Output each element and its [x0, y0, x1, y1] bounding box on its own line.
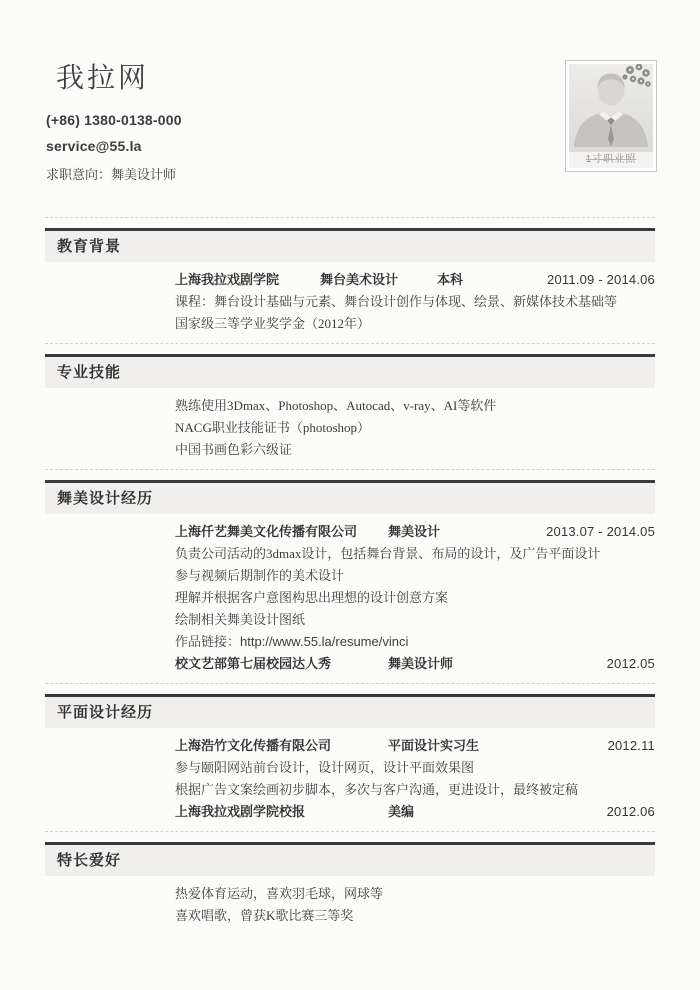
- detail-line: 参与颐阳网站前台设计，设计网页，设计平面效果图: [175, 760, 475, 775]
- section-stage-design-experience: [45, 469, 655, 683]
- detail-line: 根据广告文案绘画初步脚本，多次与客户沟通，更进设计，最终被定稿: [175, 782, 579, 797]
- section-skills: [45, 343, 655, 469]
- resume-header: [0, 0, 700, 183]
- section-divider: [45, 683, 655, 684]
- section-title: 特长爱好: [57, 853, 122, 869]
- detail-line: 绘制相关舞美设计图纸: [175, 612, 306, 627]
- degree: 本科: [437, 272, 464, 287]
- detail-line: 热爱体育运动，喜欢羽毛球，网球等: [175, 886, 384, 901]
- education-entry: [175, 269, 655, 291]
- section-title: 平面设计经历: [57, 705, 154, 721]
- company-name: 上海浩竹文化传播有限公司: [175, 738, 332, 753]
- major: 舞台美术设计: [320, 272, 399, 287]
- experience-entry: [175, 735, 655, 757]
- detail-line: 中国书画色彩六级证: [175, 442, 293, 457]
- detail-line: 国家级三等学业奖学金（2012年）: [175, 316, 371, 331]
- job-objective: [46, 164, 655, 183]
- phone-number: (+86) 1380-0138-000: [46, 112, 182, 128]
- section-header-education: [45, 228, 655, 262]
- detail-line: 负责公司活动的3dmax设计，包括舞台背景、布局的设计，及广告平面设计: [175, 546, 601, 561]
- section-header-hobbies: [45, 842, 655, 876]
- date-range: 2011.09 - 2014.06: [547, 272, 655, 287]
- section-education: [45, 217, 655, 343]
- email-address[interactable]: service@55.la: [46, 138, 142, 154]
- objective-label: 求职意向：: [46, 167, 112, 182]
- photo-placeholder: [565, 60, 657, 172]
- detail-line: 课程：舞台设计基础与元素、舞台设计创作与体现、绘景、新媒体技术基础等: [175, 294, 618, 309]
- photo-caption: 1寸职业照: [569, 152, 653, 168]
- job-title: 舞美设计: [388, 524, 441, 539]
- detail-line: 参与视频后期制作的美术设计: [175, 568, 345, 583]
- section-divider: [45, 343, 655, 344]
- portfolio-link-line: [175, 631, 655, 653]
- activity-name: 校文艺部第七届校园达人秀: [175, 656, 332, 671]
- company-name: 上海仟艺舞美文化传播有限公司: [175, 524, 358, 539]
- section-divider: [45, 469, 655, 470]
- portfolio-link[interactable]: http://www.55.la/resume/vinci: [240, 634, 409, 649]
- job-title: 美编: [388, 804, 415, 819]
- section-title: 教育背景: [57, 239, 122, 255]
- job-title: 平面设计实习生: [388, 738, 480, 753]
- portfolio-link-label: 作品链接：: [175, 634, 241, 649]
- section-title: 舞美设计经历: [57, 491, 154, 507]
- section-graphic-design-experience: [45, 683, 655, 831]
- date: 2012.11: [607, 738, 655, 753]
- job-title: 舞美设计师: [388, 656, 454, 671]
- detail-line: 理解并根据客户意图构思出理想的设计创意方案: [175, 590, 449, 605]
- resume-body: [45, 217, 655, 935]
- person-silhouette-icon: [569, 64, 653, 152]
- section-hobbies: [45, 831, 655, 935]
- section-header-skills: [45, 354, 655, 388]
- date: 2012.05: [606, 656, 655, 671]
- section-header-graphic-design: [45, 694, 655, 728]
- experience-entry: [175, 653, 655, 675]
- detail-line: 喜欢唱歌，曾获K歌比赛三等奖: [175, 908, 354, 923]
- photo-area: [569, 64, 653, 152]
- detail-line: NACG职业技能证书（photoshop）: [175, 420, 371, 435]
- detail-line: 熟练使用3Dmax、Photoshop、Autocad、v-ray、AI等软件: [175, 398, 497, 413]
- section-divider: [45, 831, 655, 832]
- experience-entry: [175, 521, 655, 543]
- candidate-name: 我拉网: [56, 63, 150, 94]
- date: 2012.06: [606, 804, 655, 819]
- section-header-stage-design: [45, 480, 655, 514]
- experience-entry: [175, 801, 655, 823]
- organization-name: 上海我拉戏剧学院校报: [175, 804, 306, 819]
- section-title: 专业技能: [57, 365, 122, 381]
- section-divider: [45, 217, 655, 218]
- objective-value: 舞美设计师: [111, 167, 177, 182]
- school-name: 上海我拉戏剧学院: [175, 272, 280, 287]
- date-range: 2013.07 - 2014.05: [546, 524, 655, 539]
